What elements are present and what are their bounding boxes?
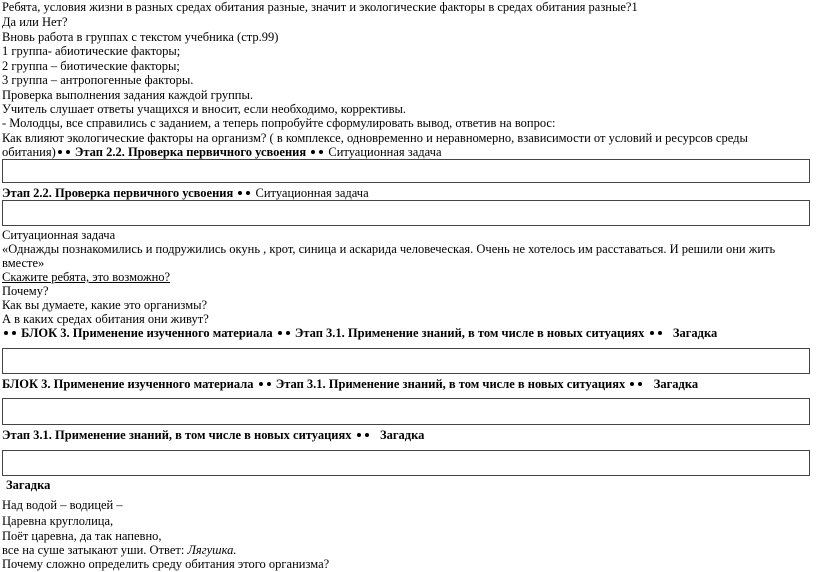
riddle-line-3: Поёт царевна, да так напевно, (2, 529, 162, 543)
bullet-icon (650, 331, 654, 335)
bullet-icon (319, 150, 323, 154)
riddle-question: Почему сложно определить среду обитания этого организма? (2, 557, 330, 571)
riddle-line-4: все на суше затыкают уши. Ответ: Лягушка. (2, 543, 237, 557)
empty-row-box (2, 348, 810, 374)
bullet-icon (259, 382, 263, 386)
empty-row-box (2, 200, 810, 226)
block-3-inline: БЛОК 3. Применение изученного материала Этап 3.1. Применение знаний, в том числе в новых ситуациях Загадка (2, 326, 717, 341)
stage-2-2-inline: обитания) Этап 2.2. Проверка первичного усвоения Ситуационная задача (2, 145, 442, 159)
bullet-icon (58, 150, 62, 154)
empty-row-box (2, 450, 810, 476)
stage-2-2-heading: Этап 2.2. Проверка первичного усвоения Ситуационная задача (2, 186, 369, 200)
situation-question-3: Как вы думаете, какие это организмы? (2, 298, 208, 312)
riddle-answer: Лягушка. (187, 543, 237, 557)
group-2-line: 2 группа – биотические факторы; (2, 59, 180, 73)
situation-text-cont: вместе» (2, 256, 45, 270)
group-work-line: Вновь работа в группах с текстом учебника (стр.99) (2, 30, 279, 44)
riddle-line-2: Царевна круглолица, (2, 514, 114, 528)
intro-question: Ребята, условия жизни в разных средах обитания разные, значит и экологические факторы в средах обитания разные?1 (2, 0, 638, 14)
bullet-icon (638, 382, 642, 386)
group-1-line: 1 группа- абиотические факторы; (2, 44, 181, 58)
factors-question-line: Как влияют экологические факторы на организм? ( в комплексе, одновременно и неравномерно, взависимости от условий и ресурсов среды (2, 131, 748, 145)
bullet-icon (658, 331, 662, 335)
block-3-heading: БЛОК 3. Применение изученного материала Этап 3.1. Применение знаний, в том числе в новых ситуациях Загадка (2, 377, 699, 391)
bullet-icon (4, 331, 8, 335)
bullet-icon (246, 191, 250, 195)
bullet-icon (286, 331, 290, 335)
empty-row-box (2, 398, 810, 425)
stage-3-1-heading: Этап 3.1. Применение знаний, в том числе в новых ситуациях Загадка (2, 428, 425, 442)
empty-row-box (2, 159, 810, 183)
check-line: Проверка выполнения задания каждой группы. (2, 88, 254, 102)
situation-question-4: А в каких средах обитания они живут? (2, 312, 209, 326)
bullet-icon (630, 382, 634, 386)
bullet-icon (238, 191, 242, 195)
bullet-icon (365, 433, 369, 437)
bullet-icon (66, 150, 70, 154)
group-3-line: 3 группа – антропогенные факторы. (2, 73, 194, 87)
situation-text: «Однажды познакомились и подружились окунь , крот, синица и аскарида человеческая. Очень не хотелось им расставаться. И решили они жить (2, 242, 776, 256)
yes-no-line: Да или Нет? (2, 15, 68, 29)
teacher-line: Учитель слушает ответы учащихся и вносит, если необходимо, коррективы. (2, 102, 407, 116)
situation-question-1: Скажите ребята, это возможно? (2, 270, 171, 284)
riddle-heading: Загадка (6, 478, 51, 492)
bullet-icon (357, 433, 361, 437)
situation-question-2: Почему? (2, 284, 49, 298)
riddle-line-1: Над водой – водицей – (2, 498, 123, 512)
conclusion-line: - Молодцы, все справились с заданием, а теперь попробуйте сформулировать вывод, ответив на вопрос: (2, 116, 556, 130)
bullet-icon (267, 382, 271, 386)
bullet-icon (311, 150, 315, 154)
bullet-icon (12, 331, 16, 335)
bullet-icon (278, 331, 282, 335)
situation-heading: Ситуационная задача (2, 228, 116, 242)
